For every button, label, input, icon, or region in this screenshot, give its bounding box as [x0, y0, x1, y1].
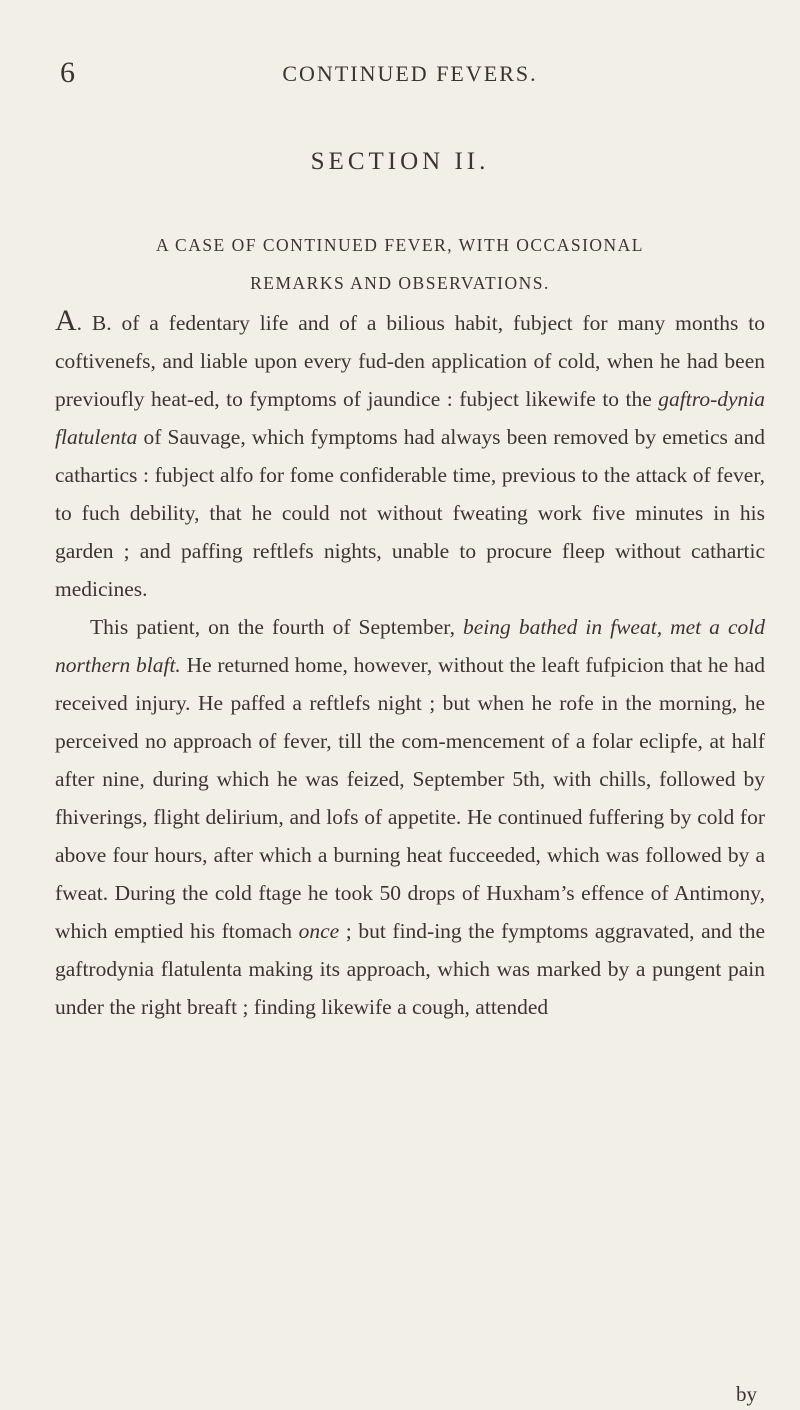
catchword: by	[736, 1382, 757, 1406]
paragraph-1-text-2: of Sauvage, which fymptoms had always been removed by emetics and cathartics : fubject alfo for fome confiderable time, previous to the attack of fever, to fuch debility, that he could not without fweating work five minutes in his garden ; and paffing reftlefs nights, unable to procure fleep without cathartic medicines.	[55, 425, 765, 601]
section-subtitle	[40, 226, 760, 302]
paragraph-1-text-1: . B. of a fedentary life and of a bilious habit, fubject for many months to coftivenefs, and liable upon every fud-den application of cold, when he had been previoufly heat-ed, to fymptoms of jaundice : fubject likewife to the	[55, 311, 765, 411]
subtitle-line-2: REMARKS AND OBSERVATIONS.	[250, 273, 550, 293]
section-heading: SECTION II.	[310, 148, 490, 175]
running-head	[60, 58, 760, 98]
paragraph-2	[55, 608, 765, 1026]
paragraph-1	[55, 304, 765, 608]
body-text	[55, 304, 765, 1026]
page-number: 6	[60, 56, 75, 89]
running-title: CONTINUED FEVERS.	[282, 61, 538, 86]
paragraph-2-text-3: ; but find-ing the fymptoms aggravated, and the gaftrodynia flatulenta making its approach, which was marked by a pungent pain under the right breaft ; finding likewife a cough, attended	[55, 919, 765, 1019]
paragraph-2-text-1: This patient, on the fourth of September,	[90, 615, 464, 639]
paragraph-2-italic-2: once	[298, 919, 340, 943]
subtitle-line-1: A CASE OF CONTINUED FEVER, WITH OCCASIONAL	[155, 235, 645, 255]
paragraph-1-italic-1: gaftro-dynia flatulenta	[55, 387, 765, 449]
paragraph-2-text-2: He returned home, however, without the leaft fufpicion that he had received injury. He paffed a reftlefs night ; but when he rofe in the morning, he perceived no approach of fever, till the com-mencement of a folar eclipfe, at half after nine, during which he was feized, September 5th, with chills, followed by fhiverings, flight delirium, and lofs of appetite. He continued fuffering by cold for above four hours, after which a burning heat fucceeded, which was followed by a fweat. During the cold ftage he took 50 drops of Huxham’s effence of Antimony, which emptied his ftomach	[55, 653, 766, 943]
paragraph-2-italic-1: being bathed in fweat, met a cold northern blaft.	[55, 615, 765, 677]
drop-cap: A	[55, 304, 77, 337]
